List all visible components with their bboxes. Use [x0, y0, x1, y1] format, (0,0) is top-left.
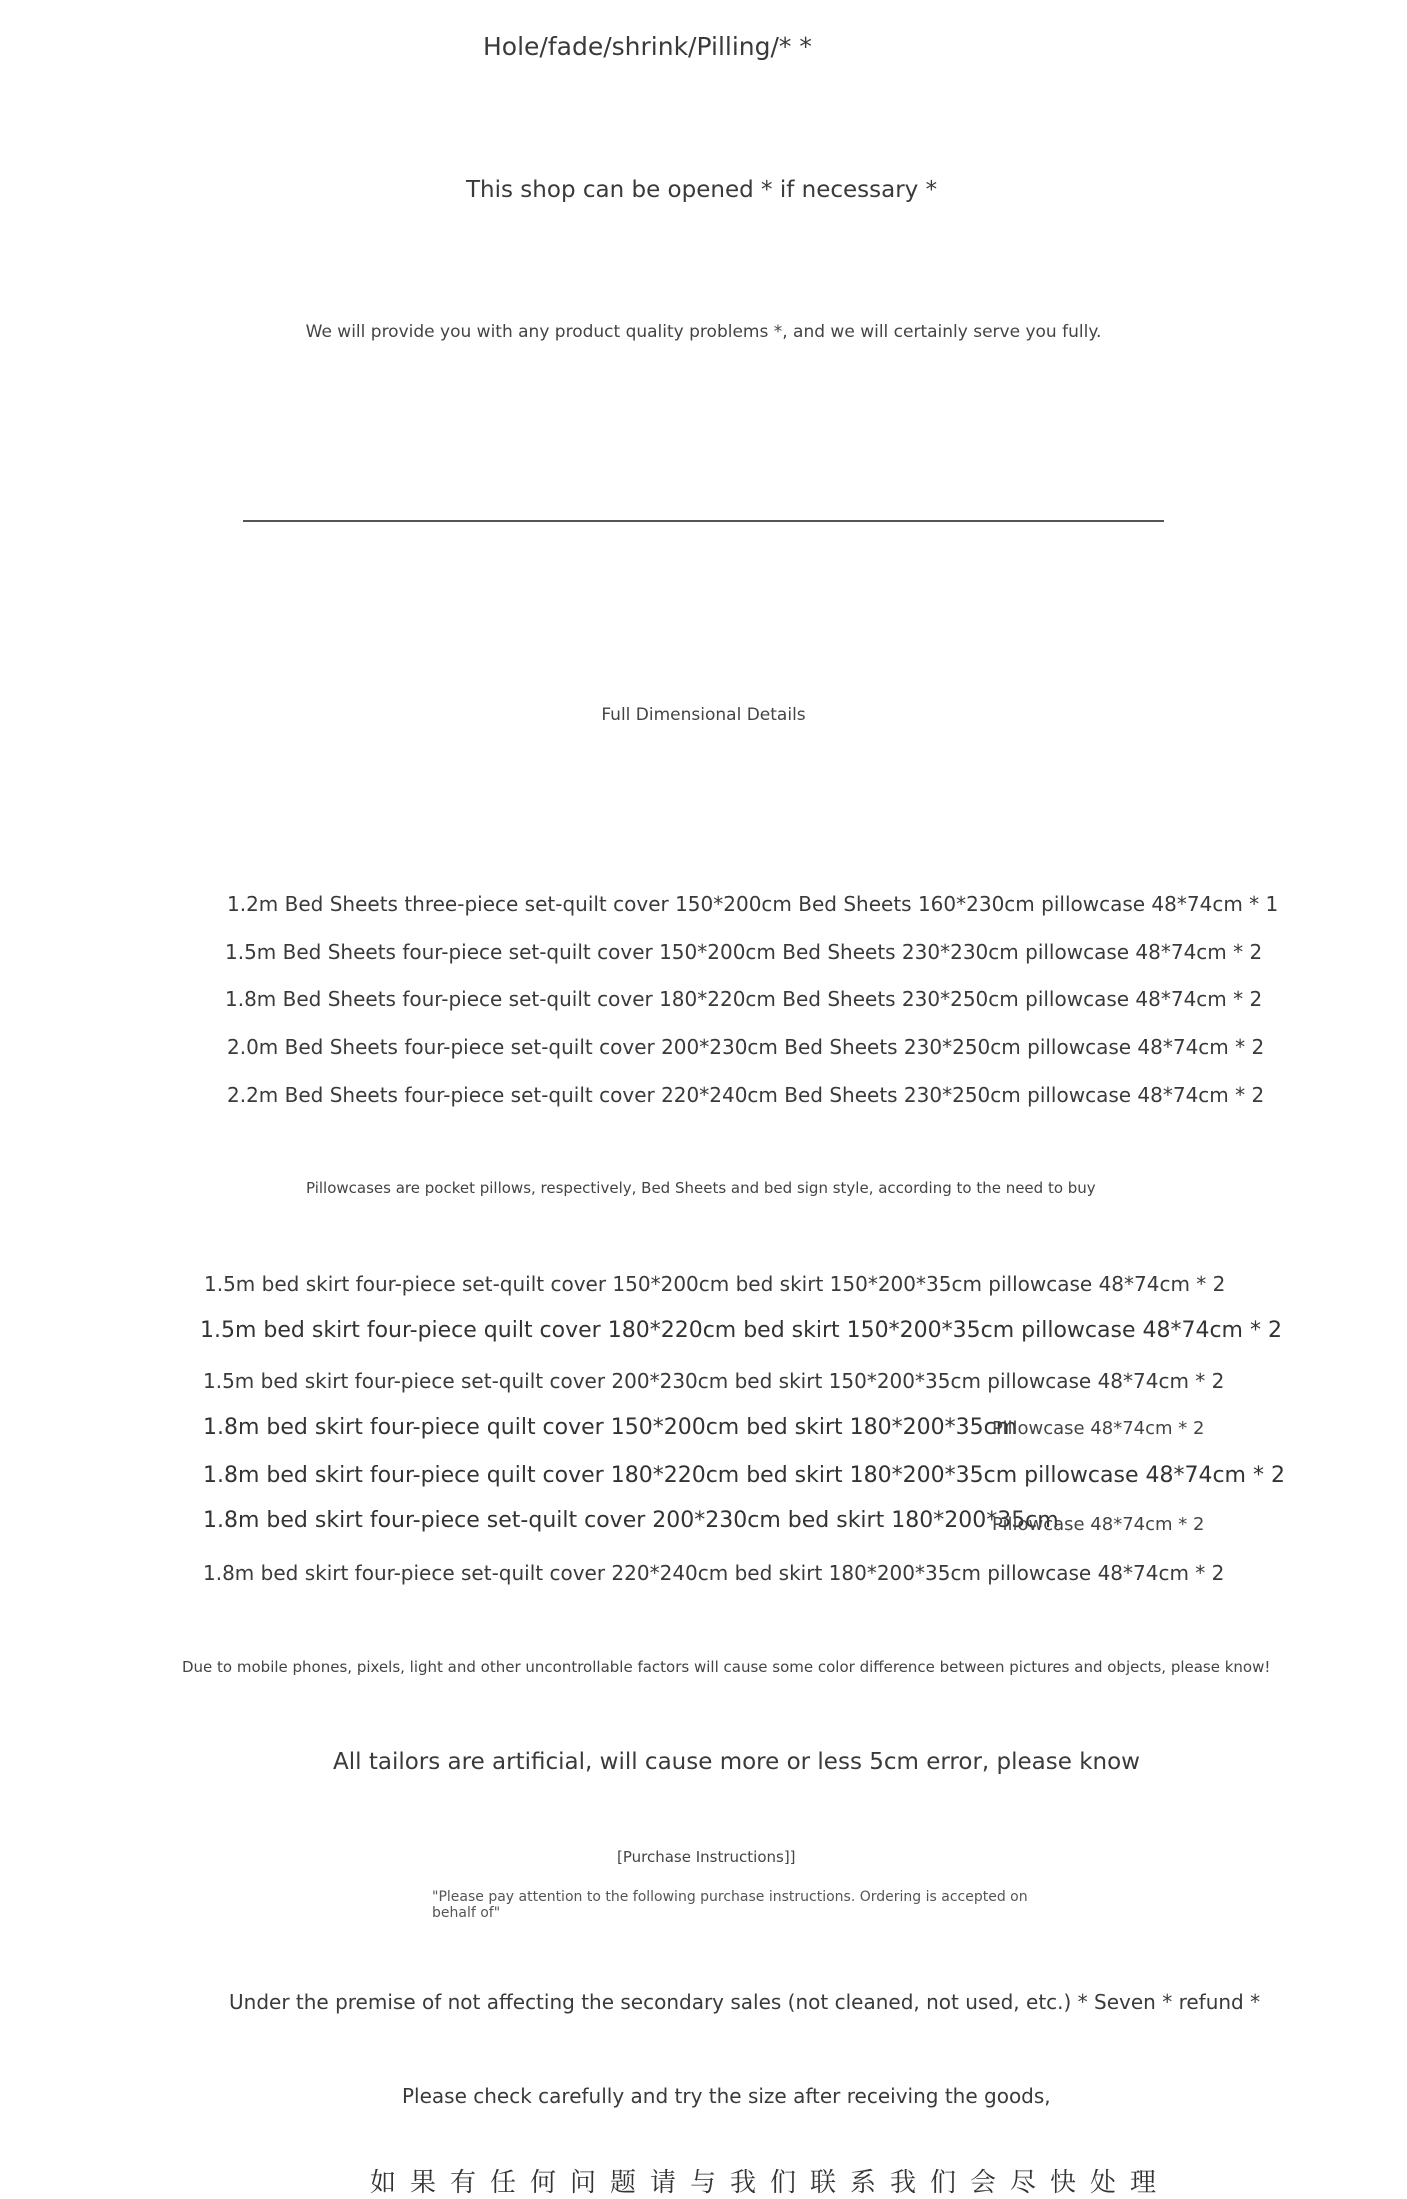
check-size-note: Please check carefully and try the size after receiving the goods,: [402, 2084, 1051, 2108]
list-item: 1.8m bed skirt four-piece quilt cover 180*220cm bed skirt 180*200*35cm pillowcase 48*74cm * 2: [203, 1463, 1285, 1488]
pillow-note: Pillowcases are pocket pillows, respectively, Bed Sheets and bed sign style, according to the need to buy: [306, 1179, 1096, 1197]
purchase-quote-line-2: behalf of": [432, 1905, 501, 1921]
purchase-instructions-title: [Purchase Instructions]]: [617, 1848, 796, 1866]
refund-note: Under the premise of not affecting the secondary sales (not cleaned, not used, etc.) * Seven * refund *: [229, 1990, 1261, 2014]
list-item: 1.5m bed skirt four-piece set-quilt cover 200*230cm bed skirt 150*200*35cm pillowcase 48*74cm * 2: [203, 1369, 1225, 1393]
cut-off-text-line: [0, 2150, 1407, 2198]
list-item: 2.2m Bed Sheets four-piece set-quilt cover 220*240cm Bed Sheets 230*250cm pillowcase 48*74cm * 2: [227, 1083, 1265, 1107]
header-line-3: We will provide you with any product quality problems *, and we will certainly serve you fully.: [305, 322, 1102, 342]
list-item: 2.0m Bed Sheets four-piece set-quilt cover 200*230cm Bed Sheets 230*250cm pillowcase 48*74cm * 2: [227, 1035, 1265, 1059]
list-item: 1.8m Bed Sheets four-piece set-quilt cover 180*220cm Bed Sheets 230*250cm pillowcase 48*74cm * 2: [225, 987, 1263, 1011]
divider-line: [243, 520, 1164, 522]
purchase-quote-line-1: "Please pay attention to the following purchase instructions. Ordering is accepted on: [432, 1889, 1028, 1905]
list-item: 1.5m bed skirt four-piece set-quilt cover 150*200cm bed skirt 150*200*35cm pillowcase 48*74cm * 2: [204, 1272, 1226, 1296]
cut-off-text: 如果有任何问题请与我们联系我们会尽快处理: [370, 2168, 1171, 2198]
list-item: 1.5m Bed Sheets four-piece set-quilt cover 150*200cm Bed Sheets 230*230cm pillowcase 48*74cm * 2: [225, 940, 1263, 964]
list-item: 1.2m Bed Sheets three-piece set-quilt cover 150*200cm Bed Sheets 160*230cm pillowcase 48*74cm * 1: [227, 892, 1279, 916]
header-line-1: Hole/fade/shrink/Pilling/* *: [483, 32, 812, 61]
list-item: 1.8m bed skirt four-piece set-quilt cover 200*230cm bed skirt 180*200*35cm: [203, 1508, 1059, 1533]
color-difference-note: Due to mobile phones, pixels, light and other uncontrollable factors will cause some color difference between pictures and objects, please know!: [182, 1658, 1271, 1676]
list-item-extra: Pillowcase 48*74cm * 2: [992, 1514, 1205, 1535]
dimensions-title: Full Dimensional Details: [601, 705, 806, 725]
header-line-2: This shop can be opened * if necessary *: [466, 177, 938, 203]
tailors-note: All tailors are artificial, will cause more or less 5cm error, please know: [333, 1749, 1140, 1775]
list-item: 1.8m bed skirt four-piece set-quilt cover 220*240cm bed skirt 180*200*35cm pillowcase 48*74cm * 2: [203, 1561, 1225, 1585]
list-item-extra: Pillowcase 48*74cm * 2: [992, 1418, 1205, 1439]
list-item: 1.5m bed skirt four-piece quilt cover 180*220cm bed skirt 150*200*35cm pillowcase 48*74cm * 2: [200, 1318, 1282, 1343]
list-item: 1.8m bed skirt four-piece quilt cover 150*200cm bed skirt 180*200*35cm: [203, 1415, 1018, 1440]
